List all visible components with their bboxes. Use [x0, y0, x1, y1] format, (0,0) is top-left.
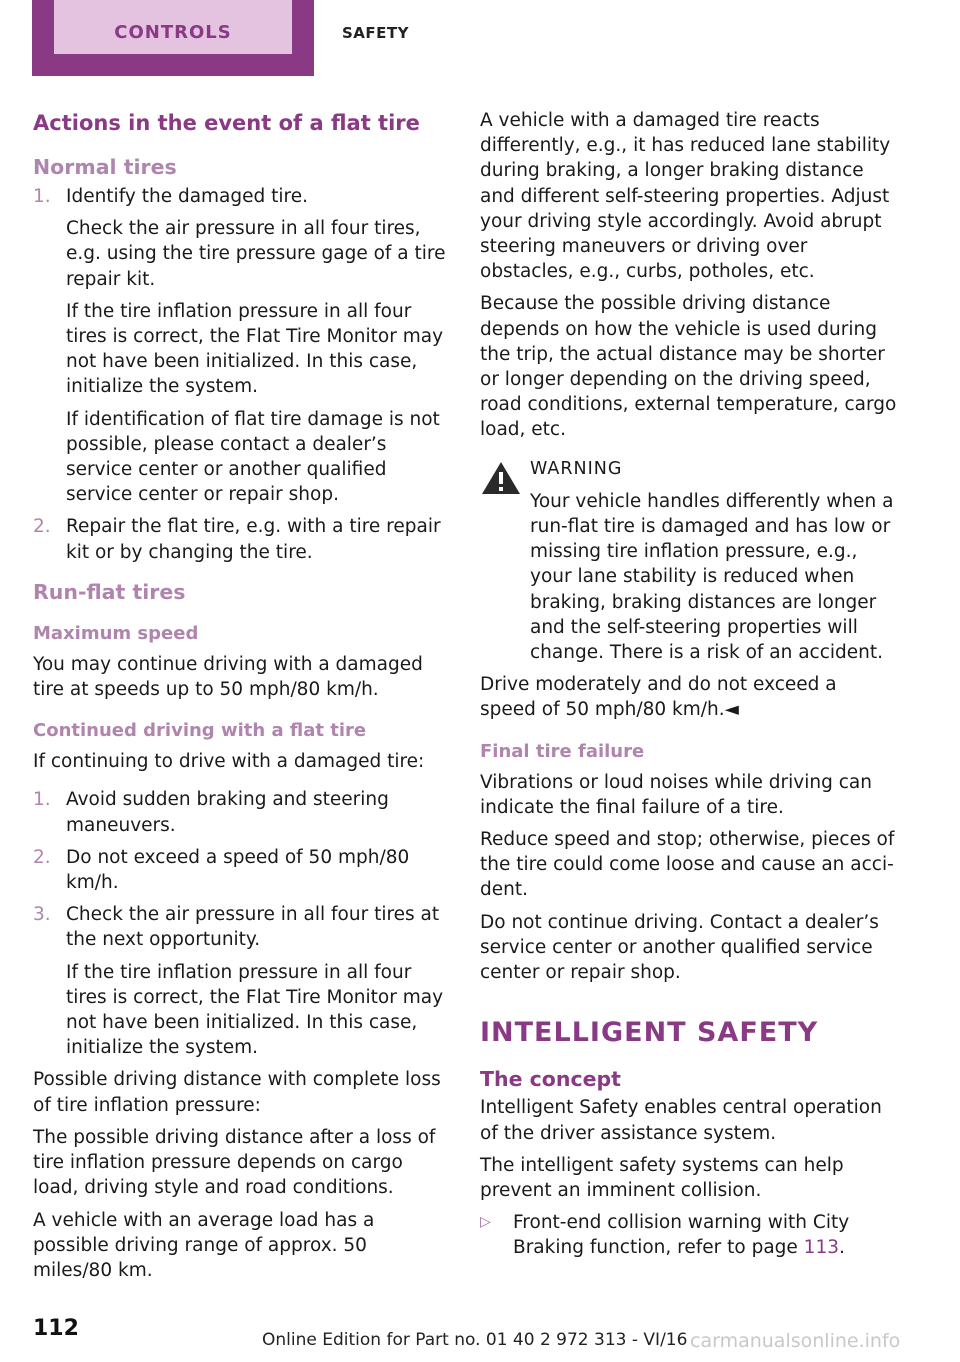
- heading-flat-tire: Actions in the event of a flat tire: [33, 111, 420, 135]
- heading-run-flat-tires: Run-flat tires: [33, 579, 186, 604]
- list-item-paragraph: If the tire inflation pressure in all four tires is correct, the Flat Tire Monitor may not have been initialized. In this case, initialize the system.: [66, 300, 444, 398]
- heading-maximum-speed: Maximum speed: [33, 622, 199, 644]
- warning-text: Your vehicle handles differently when a run-flat tire is damaged and has low or missing tire inflation pressure, e.g., your lane stability is reduced when braking, braking distances are longer and the self-steering properties will change. There is a risk of an accident.: [530, 490, 894, 664]
- page-number: 112: [33, 1316, 79, 1341]
- heading-normal-tires: Normal tires: [33, 155, 177, 179]
- heading-final-tire-failure: Final tire failure: [480, 740, 645, 762]
- list-item-text: Do not exceed a speed of 50 mph/80 km/h.: [66, 846, 410, 894]
- bullet-triangle-icon: ▷: [480, 1214, 491, 1231]
- tab-controls-label: CONTROLS: [54, 0, 292, 54]
- bullet-item: [480, 1210, 898, 1260]
- paragraph: The possible driving distance after a loss of tire inflation pressure depends on cargo load, driving style and road conditions.: [33, 1126, 436, 1199]
- warning-title: WARNING: [530, 458, 623, 479]
- tab-controls[interactable]: [32, 0, 314, 76]
- list-number: 2.: [33, 846, 51, 868]
- bullet-text: Front-end collision warning with City Braking function, refer to page: [513, 1212, 850, 1259]
- list-item: [33, 845, 449, 895]
- paragraph: Because the possible driving distance depends on how the vehicle is used during the trip, the actual distance may be shorter or longer depending on the driving speed, road conditions, external temperature, cargo load, etc.: [480, 293, 897, 441]
- heading-intelligent-safety: INTELLIGENT SAFETY: [480, 1017, 819, 1049]
- list-item-text: Repair the flat tire, e.g. with a tire repair kit or by changing the tire.: [66, 516, 441, 563]
- tab-safety[interactable]: SAFETY: [342, 24, 409, 42]
- list-item: [33, 787, 449, 837]
- warning-box: [480, 457, 898, 723]
- list-item-paragraph: If identification of flat tire damage is not possible, please contact a dealer’s service center or another qualified service center or repair shop.: [66, 408, 440, 506]
- paragraph: Possible driving distance with complete loss of tire inflation pressure:: [33, 1069, 441, 1116]
- list-item: [33, 184, 449, 507]
- list-item: [33, 902, 449, 1060]
- list-item-text: Check the air pressure in all four tires at the next opportunity.: [66, 904, 440, 951]
- paragraph: Do not continue driving. Contact a dealer’s service center or another qualified service center or repair shop.: [480, 911, 879, 984]
- list-item-text: Identify the damaged tire.: [66, 186, 308, 207]
- paragraph: Vibrations or loud noises while driving can indicate the final failure of a tire.: [480, 771, 872, 818]
- right-column: [480, 108, 898, 1261]
- list-item-paragraph: Check the air pressure in all four tires, e.g. using the tire pressure gage of a tire repair kit.: [66, 218, 446, 290]
- paragraph: You may continue driving with a damaged tire at speeds up to 50 mph/80 km/h.: [33, 653, 423, 701]
- paragraph: Intelligent Safety enables central operation of the driver assistance system.: [480, 1097, 882, 1144]
- heading-continued-driving: Continued driving with a flat tire: [33, 720, 367, 742]
- warning-triangle-icon: [480, 459, 522, 497]
- heading-the-concept: The concept: [480, 1067, 621, 1092]
- list-number: 1.: [33, 789, 51, 811]
- list-number: 3.: [33, 904, 51, 926]
- list-number: 1.: [33, 186, 51, 207]
- paragraph: A vehicle with a damaged tire reacts differently, e.g., it has reduced lane stability during braking, a longer braking distance and different self-steering properties. Adjust your driving style accordingly. Avoid abrupt steering maneuvers or driving over obstacles, e.g., curbs, potholes, etc.: [480, 110, 891, 283]
- paragraph: If continuing to drive with a damaged tire:: [33, 751, 425, 773]
- bullet-end: .: [838, 1237, 845, 1259]
- list-item-paragraph: If the tire inflation pressure in all four tires is correct, the Flat Tire Monitor may not have been initialized. In this case, initialize the system.: [66, 961, 444, 1059]
- list-item-text: Avoid sudden braking and steering maneuvers.: [66, 789, 389, 836]
- left-column: [33, 108, 449, 1290]
- page-link[interactable]: 113: [803, 1237, 839, 1259]
- paragraph: A vehicle with an average load has a possible driving range of approx. 50 miles/80 km.: [33, 1209, 375, 1281]
- paragraph: The intelligent safety systems can help prevent an imminent collision.: [480, 1154, 844, 1201]
- footer-edition: Online Edition for Part no. 01 40 2 972 313 - VI/16: [262, 1330, 688, 1350]
- header-tabbar: [0, 0, 960, 76]
- warning-text: Drive moderately and do not exceed a speed of 50 mph/80 km/h.◄: [480, 674, 837, 721]
- paragraph: Reduce speed and stop; otherwise, pieces of the tire could come loose and cause an accident.: [480, 829, 895, 901]
- list-number: 2.: [33, 516, 51, 538]
- list-item: [33, 514, 449, 564]
- watermark: carmanualsonline.info: [690, 1330, 901, 1352]
